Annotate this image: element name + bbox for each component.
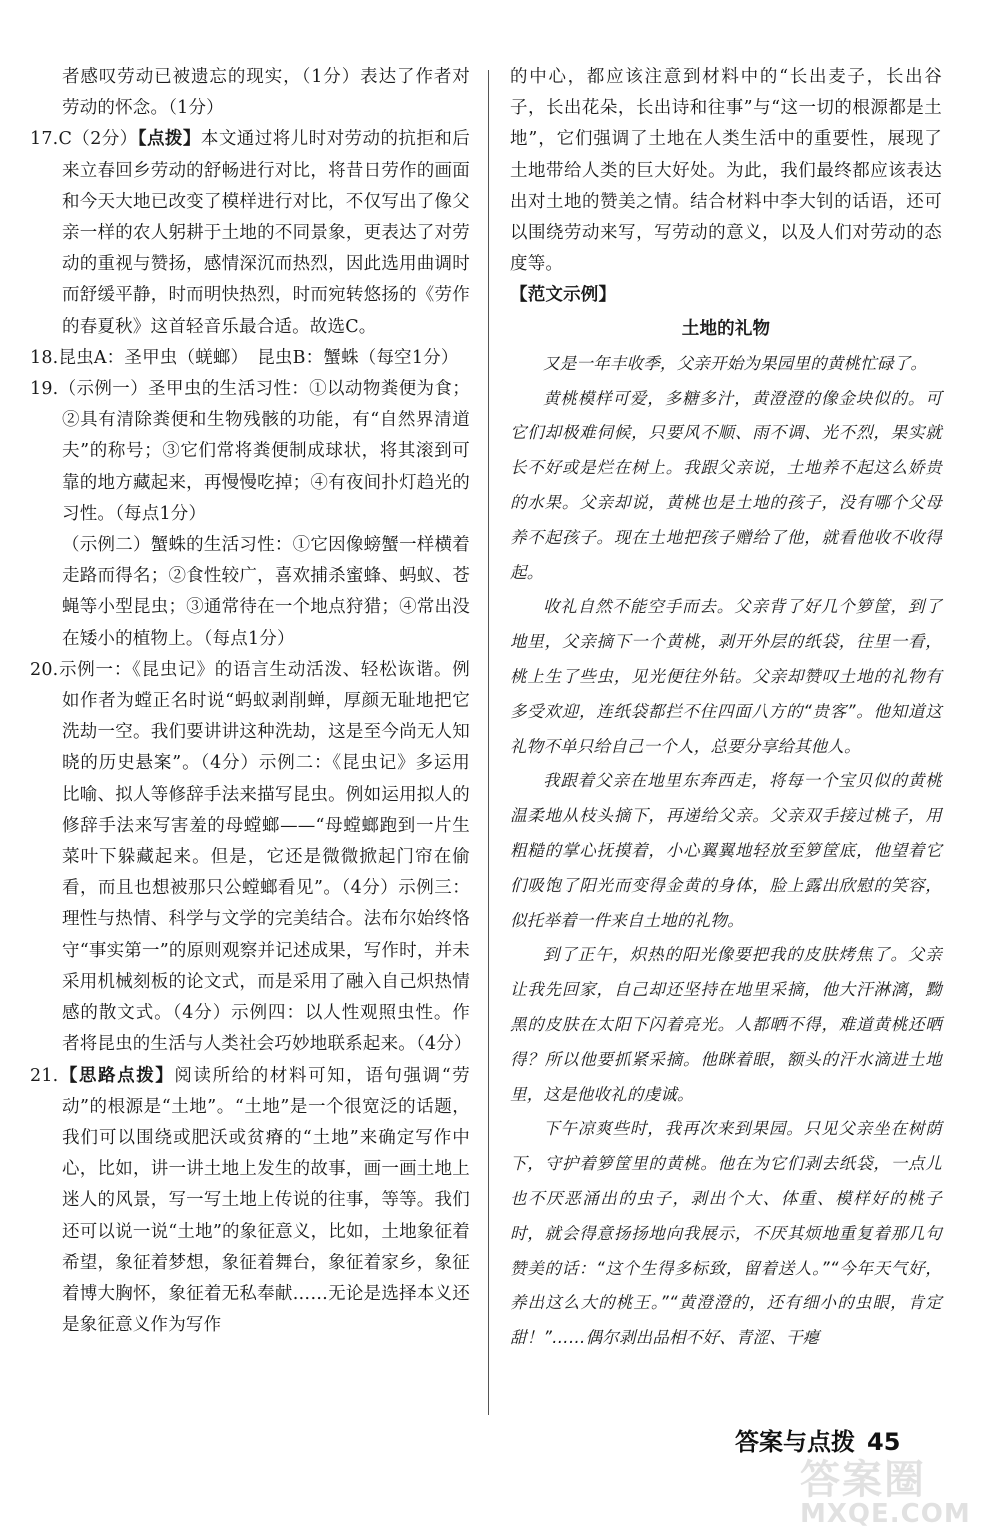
q20-text: 示例一：《昆虫记》的语言生动活泼、轻松诙谐。例如作者为螳正名时说“蚂蚁剥削蝉，厚颜无耻地把它洗劫一空。我们要讲讲这种洗劫，这是至今尚无人知晓的历史悬案”。（4分）示例二：《昆虫记》多运用比喻、拟人等修辞手法来描写昆虫。例如运用拟人的修辞手法来写害羞的母螳螂——“母螳螂跑到一片生菜叶下躲藏起来。但是，它还是微微掀起门帘在偷看，而且也想被那只公螳螂看见”。（4分）示例三：理性与热情、科学与文学的完美结合。法布尔始终恪守“事实第一”的原则观察并记述成果，写作时，并未采用机械刻板的论文式，而是采用了融入自己炽热情感的散文式。（4分）示例四：以人性观照虫性。作者将昆虫的生活与人类社会巧妙地联系起来。（4分） — [58, 659, 472, 1055]
sample-essay-tag: 【范文示例】 — [510, 285, 617, 306]
essay-title: 土地的礼物 — [681, 318, 771, 339]
q21-text: 阅读所给的材料可知，语句强调“劳动”的根源是“土地”。“土地”是一个很宽泛的话题，我们可以围绕或肥沃或贫瘠的“土地”来确定写作中心，比如，讲一讲土地上发生的故事，画一画土地上迷人的风景，写一写土地上传说的往事，等等。我们还可以说一说“土地”的象征意义，比如，土地象征着希望，象征着梦想，象征着舞台，象征着家乡，象征着博大胸怀，象征着无私奉献……无论是选择本义还是象征意义作为写作 — [62, 1065, 470, 1336]
q19-example-2: （示例二）蟹蛛的生活习性：①它因像螃蟹一样横着走路而得名；②食性较广，喜欢捕杀蜜蜂、蚂蚁、苍蝇等小型昆虫；③通常待在一个地点狩猎；④常出没在矮小的植物上。（每点1分） — [62, 535, 470, 649]
essay-paragraph-3: 收礼自然不能空手而去。父亲背了好几个箩筐，到了地里，父亲摘下一个黄桃，剥开外层的纸袋，往里一看，桃上生了些虫，见光便往外钻。父亲却赞叹土地的礼物有多受欢迎，连纸袋都拦不住四面八方的“贵客”。他知道这礼物不单只给自己一个人，总要分享给其他人。 — [510, 597, 942, 756]
page-number: 45 — [867, 1428, 901, 1456]
q19-example-1: （示例一）圣甲虫的生活习性：①以动物粪便为食；②具有清除粪便和生物残骸的功能，有“自然界清道夫”的称号；③它们常将粪便制成球状，将其滚到可靠的地方藏起来，再慢慢吃掉；④有夜间扑灯趋光的习性。（每点1分） — [58, 379, 470, 524]
essay-paragraph-6: 下午凉爽些时，我再次来到果园。只见父亲坐在树荫下，守护着箩筐里的黄桃。他在为它们剥去纸袋，一点儿也不厌恶涌出的虫子，剥出个大、体重、模样好的桃子时，就会得意扬扬地向我展示，不厌其烦地重复着那几句赞美的话：“这个生得多标致，留着送人。”“今年天气好，养出这么大的桃王。”“黄澄澄的，还有细小的虫眼，肯定甜！”……偶尔剥出品相不好、青涩、干瘪 — [510, 1119, 942, 1348]
q21-continuation: 的中心，都应该注意到材料中的“长出麦子，长出谷子，长出花朵，长出诗和往事”与“这一切的根源都是土地”，它们强调了土地在人类生活中的重要性，展现了土地带给人类的巨大好处。为此，我们最终都应该表达出对土地的赞美之情。结合材料中李大钊的话语，还可以围绕劳动来写，写劳动的意义，以及人们对劳动的态度等。 — [510, 67, 942, 275]
watermark-logo: 答案圈 — [800, 1457, 926, 1503]
watermark-site: MXQE.COM — [800, 1499, 971, 1529]
q20-number: 20. — [30, 659, 59, 680]
q17-answer — [30, 124, 470, 342]
q17-tag: 【点拨】 — [137, 129, 201, 150]
q17-explanation: 本文通过将儿时对劳动的抗拒和后来立春回乡劳动的舒畅进行对比，将昔日劳作的画面和今天大地已改变了模样进行对比，不仅写出了像父亲一样的农人躬耕于土地的不同景象，更表达了对劳动的重视与赞扬，感情深沉而热烈，因此选用曲调时而舒缓平静，时而明快热烈，时而宛转悠扬的《劳作的春夏秋》这首轻音乐最合适。故选C。 — [62, 129, 470, 337]
q21-number: 21. — [30, 1065, 59, 1086]
q17-number: 17. — [30, 129, 59, 150]
q20-answer — [30, 655, 470, 1061]
q16-continuation: 者感叹劳动已被遗忘的现实，（1分）表达了作者对劳动的怀念。（1分） — [62, 67, 470, 119]
q18-number: 18. — [30, 347, 59, 368]
q21-tag: 【思路点拨】 — [58, 1065, 175, 1086]
essay-paragraph-1: 又是一年丰收季，父亲开始为果园里的黄桃忙碌了。 — [543, 353, 928, 373]
q17-choice: C（2分） — [58, 129, 138, 150]
q18-answer — [30, 343, 470, 374]
essay-paragraph-5: 到了正午，炽热的阳光像要把我的皮肤烤焦了。父亲让我先回家，自己却还坚持在地里采摘，他大汗淋漓，黝黑的皮肤在太阳下闪着亮光。人都晒不得，难道黄桃还晒得？所以他要抓紧采摘。他眯着眼，额头的汗水滴进土地里，这是他收礼的虔诚。 — [510, 945, 942, 1104]
watermark — [800, 1448, 980, 1528]
essay-paragraph-4: 我跟着父亲在地里东奔西走，将每一个宝贝似的黄桃温柔地从枝头摘下，再递给父亲。父亲双手接过桃子，用粗糙的掌心抚摸着，小心翼翼地轻放至箩筐底，他望着它们吸饱了阳光而变得金黄的身体，脸上露出欣慰的笑容，似托举着一件来自土地的礼物。 — [510, 771, 942, 930]
q18-text: 昆虫A：圣甲虫（蜣螂） 昆虫B：蟹蛛（每空1分） — [58, 347, 459, 368]
essay-paragraph-2: 黄桃模样可爱，多糖多汁，黄澄澄的像金块似的。可它们却极难伺候，只要风不顺、雨不调、光不烈，果实就长不好或是烂在树上。我跟父亲说，土地养不起这么娇贵的水果。父亲却说，黄桃也是土地的孩子，没有哪个父母养不起孩子。现在土地把孩子赠给了他，就看他收不收得起。 — [510, 388, 942, 582]
footer-label: 答案与点拨 — [735, 1428, 855, 1456]
q21-answer — [30, 1061, 470, 1342]
left-column — [30, 62, 470, 1341]
right-column — [510, 62, 942, 1356]
q19-number: 19. — [30, 379, 59, 400]
q19-answer — [30, 374, 470, 530]
column-divider — [488, 70, 489, 1415]
